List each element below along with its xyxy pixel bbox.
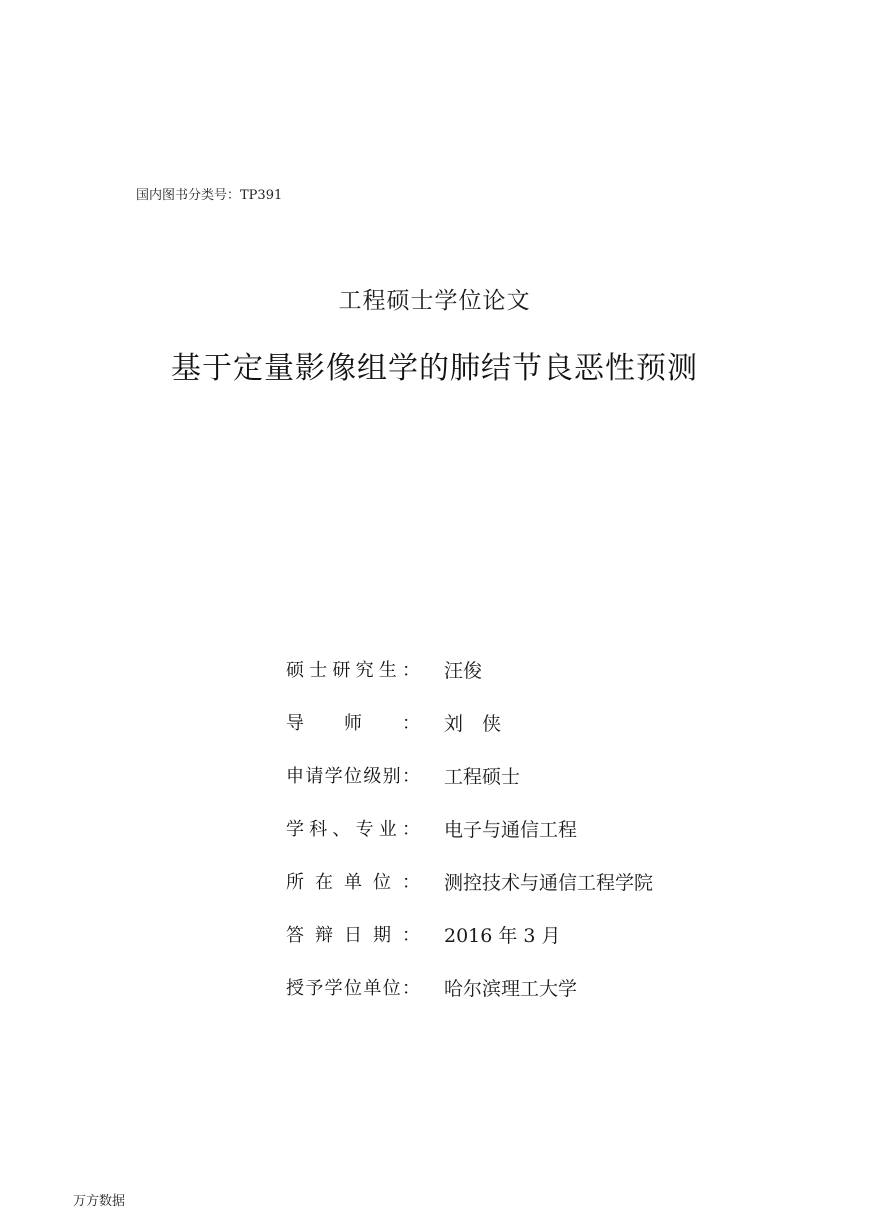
info-value-student: 汪俊 <box>444 660 483 682</box>
source-watermark: 万方数据 <box>73 1194 126 1209</box>
info-value-department: 测控技术与通信工程学院 <box>444 872 654 894</box>
info-label-degree-level: 申 请 学 位 级 别 ： <box>286 766 420 787</box>
info-label-defense-date: 答 辩 日 期 ： <box>286 925 420 946</box>
thesis-title: 基于定量影像组学的肺结节良恶性预测 <box>171 351 698 386</box>
info-label-supervisor: 导 师 ： <box>286 713 420 734</box>
info-label-department: 所 在 单 位 ： <box>286 872 420 893</box>
degree-type: 工程硕士学位论文 <box>338 288 531 314</box>
info-value-major: 电子与通信工程 <box>444 819 578 841</box>
info-value-university: 哈尔滨理工大学 <box>444 978 578 1000</box>
info-label-student: 硕 士 研 究 生 ： <box>286 660 420 681</box>
info-value-defense-date: 2016 年 3 月 <box>444 925 561 947</box>
info-label-university: 授 予 学 位 单 位 ： <box>286 978 420 999</box>
info-value-supervisor: 刘 侠 <box>444 713 502 735</box>
info-label-major: 学 科 、 专 业 ： <box>286 819 420 840</box>
info-value-degree-level: 工程硕士 <box>444 766 521 788</box>
classification-number: 国内图书分类号：TP391 <box>136 188 283 203</box>
